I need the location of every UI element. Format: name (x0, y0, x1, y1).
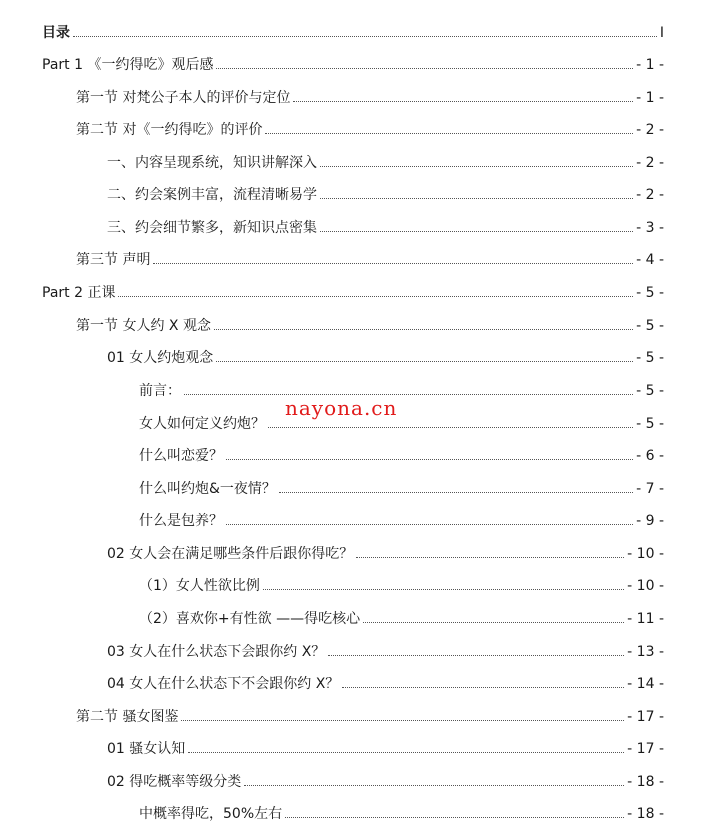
toc-entry[interactable] (107, 671, 664, 693)
toc-entry[interactable] (107, 736, 664, 758)
toc-entry[interactable] (42, 52, 664, 74)
toc-entry-label: 中概率得吃，50%左右 (139, 806, 283, 822)
toc-entry[interactable] (107, 345, 664, 367)
toc-entry-label: 什么是包养？ (139, 513, 223, 529)
toc-entry-label: 02 得吃概率等级分类 (107, 774, 242, 790)
toc-entry-page: - 10 - (627, 578, 664, 594)
dot-leader (118, 295, 633, 297)
toc-entry[interactable] (139, 573, 664, 595)
toc-entry-page: - 5 - (636, 383, 664, 399)
dot-leader (263, 588, 624, 590)
toc-entry-label: Part 2 正课 (42, 285, 116, 301)
toc-entry-label: 第一节 女人约 X 观念 (76, 318, 211, 334)
dot-leader (216, 67, 633, 69)
dot-leader (285, 816, 624, 818)
dot-leader (342, 686, 624, 688)
toc-entry[interactable] (107, 215, 664, 237)
toc-entry-label: 目录 (42, 25, 70, 41)
toc-entry-page: I (659, 25, 664, 41)
toc-entry-page: - 17 - (627, 741, 664, 757)
toc-entry-label: 第二节 骚女图鉴 (76, 709, 179, 725)
toc-entry-page: - 7 - (636, 481, 664, 497)
toc-entry[interactable] (107, 150, 664, 172)
toc-entry-label: 三、约会细节繁多，新知识点密集 (107, 220, 317, 236)
dot-leader (188, 751, 624, 753)
toc-entry-label: 第一节 对梵公子本人的评价与定位 (76, 90, 291, 106)
toc-entry-page: - 5 - (636, 285, 664, 301)
dot-leader (184, 393, 633, 395)
toc-entry-label: 01 骚女认知 (107, 741, 186, 757)
toc-entry[interactable] (139, 443, 664, 465)
dot-leader (244, 784, 624, 786)
toc-entry[interactable] (107, 639, 664, 661)
toc-entry[interactable] (139, 378, 664, 400)
toc-entry-page: - 11 - (627, 611, 664, 627)
toc-entry[interactable] (76, 85, 664, 107)
dot-leader (226, 458, 633, 460)
toc-entry-label: 02 女人会在满足哪些条件后跟你得吃？ (107, 546, 354, 562)
dot-leader (214, 328, 633, 330)
toc-entry-label: 01 女人约炮观念 (107, 350, 214, 366)
toc-entry-page: - 5 - (636, 350, 664, 366)
toc-entry-contents-heading[interactable] (42, 20, 664, 42)
toc-entry[interactable] (139, 476, 664, 498)
toc-entry[interactable] (76, 313, 664, 335)
dot-leader (73, 35, 657, 37)
toc-entry-label: 什么叫恋爱？ (139, 448, 223, 464)
toc-entry-page: - 5 - (636, 416, 664, 432)
toc-entry[interactable] (139, 411, 664, 433)
toc-entry-label: 女人如何定义约炮？ (139, 416, 265, 432)
toc-entry[interactable] (42, 280, 664, 302)
watermark-text: nayona.cn (285, 396, 398, 420)
toc-entry-page: - 13 - (627, 644, 664, 660)
toc-entry-page: - 18 - (627, 806, 664, 822)
dot-leader (216, 360, 633, 362)
dot-leader (356, 556, 624, 558)
dot-leader (320, 165, 633, 167)
toc-entry[interactable] (139, 801, 664, 823)
toc-entry[interactable] (107, 541, 664, 563)
toc-entry-page: - 14 - (627, 676, 664, 692)
toc-entry-page: - 18 - (627, 774, 664, 790)
toc-entry-label: 第二节 对《一约得吃》的评价 (76, 122, 263, 138)
dot-leader (320, 197, 633, 199)
dot-leader (293, 100, 633, 102)
toc-entry-label: 什么叫约炮&一夜情？ (139, 481, 276, 497)
toc-entry[interactable] (76, 247, 664, 269)
toc-entry[interactable] (139, 508, 664, 530)
dot-leader (320, 230, 633, 232)
dot-leader (279, 491, 633, 493)
toc-entry-label: 第三节 声明 (76, 252, 151, 268)
toc-entry-page: - 1 - (636, 90, 664, 106)
toc-entry-label: Part 1 《一约得吃》观后感 (42, 57, 214, 73)
toc-entry-page: - 2 - (636, 155, 664, 171)
toc-entry-label: 一、内容呈现系统，知识讲解深入 (107, 155, 317, 171)
dot-leader (181, 719, 624, 721)
dot-leader (153, 262, 633, 264)
dot-leader (363, 621, 624, 623)
toc-entry-page: - 3 - (636, 220, 664, 236)
toc-entry-page: - 6 - (636, 448, 664, 464)
toc-entry-page: - 2 - (636, 187, 664, 203)
toc-entry-page: - 17 - (627, 709, 664, 725)
toc-entry-label: 04 女人在什么状态下不会跟你约 X？ (107, 676, 340, 692)
toc-entry-label: （1）女人性欲比例 (139, 578, 260, 594)
toc-entry-label: （2）喜欢你+有性欲 ——得吃核心 (139, 611, 361, 627)
dot-leader (226, 523, 633, 525)
toc-entry-label: 前言： (139, 383, 181, 399)
toc-entry[interactable] (139, 606, 664, 628)
toc-entry-page: - 10 - (627, 546, 664, 562)
toc-entry[interactable] (107, 182, 664, 204)
toc-entry-page: - 4 - (636, 252, 664, 268)
toc-entry-page: - 5 - (636, 318, 664, 334)
toc-entry-page: - 2 - (636, 122, 664, 138)
toc-entry[interactable] (76, 117, 664, 139)
toc-entry-label: 二、约会案例丰富，流程清晰易学 (107, 187, 317, 203)
toc-entry-page: - 1 - (636, 57, 664, 73)
dot-leader (328, 654, 624, 656)
dot-leader (265, 132, 633, 134)
toc-entry-page: - 9 - (636, 513, 664, 529)
toc-entry-label: 03 女人在什么状态下会跟你约 X？ (107, 644, 326, 660)
toc-entry[interactable] (107, 769, 664, 791)
dot-leader (268, 426, 633, 428)
toc-entry[interactable] (76, 704, 664, 726)
